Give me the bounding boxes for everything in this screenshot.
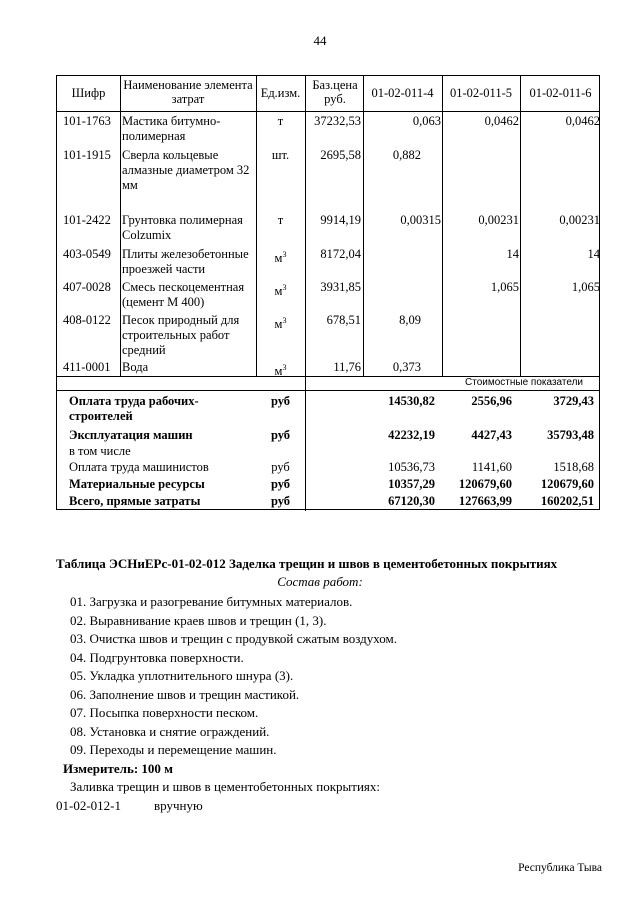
row-price: 9914,19 <box>320 213 361 227</box>
row-price: 3931,85 <box>320 280 361 294</box>
header-unit: Ед.изм. <box>260 86 301 100</box>
row-code: 101-1763 <box>63 114 111 128</box>
summary-v3: 160202,51 <box>540 494 594 508</box>
summary-unit: руб <box>270 428 291 442</box>
row-unit: $м^3$ <box>274 316 287 332</box>
summary-label: Эксплуатация машин <box>69 428 193 442</box>
summary-v1: 10357,29 <box>388 477 435 491</box>
work-item: 07. Посыпка поверхности песком. <box>70 705 259 720</box>
row-name: проезжей части <box>122 262 206 276</box>
summary-v2: 1141,60 <box>471 460 512 474</box>
row-v2: 0,00231 <box>478 213 519 227</box>
row-unit: т <box>277 213 284 227</box>
row-name: средний <box>122 343 166 357</box>
row-v1: 0,00315 <box>400 213 441 227</box>
row-code: 403-0549 <box>63 247 111 261</box>
work-item: 05. Укладка уплотнительного шнура (3). <box>70 668 294 683</box>
summary-unit: руб <box>270 394 291 408</box>
summary-label: Оплата труда рабочих- <box>69 394 199 408</box>
measure: Измеритель: 100 м <box>63 761 174 776</box>
row-name: Colzumix <box>122 228 172 242</box>
resource-table <box>56 75 600 510</box>
summary-v1: 10536,73 <box>388 460 435 474</box>
row-unit: $м^3$ <box>274 283 287 299</box>
work-item: 08. Установка и снятие ограждений. <box>70 724 270 739</box>
row-v2: 14 <box>506 247 519 261</box>
summary-unit: руб <box>271 460 290 474</box>
summary-label: в том числе <box>69 444 131 458</box>
header-col2: 01-02-011-5 <box>449 86 513 100</box>
summary-v2: 2556,96 <box>471 394 512 408</box>
row-price: 2695,58 <box>320 148 361 162</box>
row-v3: 1,065 <box>571 280 600 294</box>
row-name: строительных работ <box>122 328 230 342</box>
row-unit: т <box>277 114 284 128</box>
row-name: Сверла кольцевые <box>122 148 219 162</box>
row-v2: 1,065 <box>490 280 519 294</box>
row-name: Грунтовка полимерная <box>122 213 243 227</box>
header-col1: 01-02-011-4 <box>371 86 434 100</box>
row-name: полимерная <box>122 129 186 143</box>
row-v3: 0,0462 <box>565 114 600 128</box>
summary-unit: руб <box>270 494 291 508</box>
summary-v1: 67120,30 <box>388 494 435 508</box>
row-name: мм <box>122 178 138 192</box>
work-item: 02. Выравнивание краев швов и трещин (1, 3). <box>70 613 327 628</box>
summary-label: Материальные ресурсы <box>69 477 205 491</box>
row-divider <box>57 390 599 391</box>
row-divider <box>57 111 599 112</box>
summary-v3: 35793,48 <box>547 428 594 442</box>
header-price: Баз.цена руб. <box>312 78 358 106</box>
header-name: Наименование элемента затрат <box>123 78 253 106</box>
row-v1: 0,882 <box>392 148 421 162</box>
row-name: (цемент М 400) <box>122 295 205 309</box>
summary-v1: 42232,19 <box>388 428 435 442</box>
work-item: 03. Очистка швов и трещин с продувкой сжатым воздухом. <box>70 631 398 646</box>
row-code: 101-1915 <box>63 148 111 162</box>
row-unit: $м^3$ <box>274 363 287 379</box>
row-name: алмазные диаметром 32 <box>122 163 250 177</box>
summary-v2: 4427,43 <box>471 428 512 442</box>
row-v2: 0,0462 <box>484 114 519 128</box>
work-item: 06. Заполнение швов и трещин мастикой. <box>70 687 300 702</box>
header-code: Шифр <box>71 86 106 100</box>
row-v1: 0,063 <box>412 114 441 128</box>
row-price: 11,76 <box>333 360 361 374</box>
row-code: 411-0001 <box>63 360 111 374</box>
row-v1: 8,09 <box>399 313 421 327</box>
row-v3: 0,00231 <box>559 213 600 227</box>
row-price: 8172,04 <box>320 247 361 261</box>
footer-region: Республика Тыва <box>518 862 602 874</box>
work-item: 01. Загрузка и разогревание битумных материалов. <box>70 594 353 609</box>
page-number: 44 <box>313 33 327 48</box>
row-v1: 0,373 <box>392 360 421 374</box>
summary-label: Оплата труда машинистов <box>69 460 209 474</box>
row-code: 407-0028 <box>63 280 111 294</box>
work-item: 04. Подгрунтовка поверхности. <box>70 650 244 665</box>
summary-v3: 120679,60 <box>540 477 594 491</box>
item-code: 01-02-012-1 <box>56 798 121 813</box>
summary-v2: 127663,99 <box>458 494 512 508</box>
header-col3: 01-02-011-6 <box>529 86 592 100</box>
item-label: вручную <box>154 798 203 813</box>
summary-v2: 120679,60 <box>458 477 512 491</box>
summary-label: строителей <box>69 409 133 423</box>
row-unit: шт. <box>271 148 290 162</box>
row-unit: $м^3$ <box>274 250 287 266</box>
summary-label: Всего, прямые затраты <box>69 494 201 508</box>
row-name: Мастика битумно- <box>122 114 221 128</box>
summary-v3: 1518,68 <box>553 460 594 474</box>
summary-v1: 14530,82 <box>388 394 435 408</box>
summary-v3: 3729,43 <box>553 394 594 408</box>
row-name: Плиты железобетонные <box>122 247 249 261</box>
section-title: Таблица ЭСНиЕРс-01-02-012 Заделка трещин и швов в цементобетонных покрытиях <box>56 556 558 571</box>
col-divider <box>120 76 121 376</box>
row-v3: 14 <box>587 247 600 261</box>
row-price: 678,51 <box>326 313 361 327</box>
work-item: 09. Переходы и перемещение машин. <box>70 742 277 757</box>
row-code: 101-2422 <box>63 213 111 227</box>
row-price: 37232,53 <box>314 114 361 128</box>
row-name: Песок природный для <box>122 313 240 327</box>
work-composition-heading: Состав работ: <box>277 574 363 589</box>
description: Заливка трещин и швов в цементобетонных покрытиях: <box>70 779 380 794</box>
row-name: Вода <box>122 360 149 374</box>
row-code: 408-0122 <box>63 313 111 327</box>
summary-unit: руб <box>270 477 291 491</box>
cost-indicators-label: Стоимостные показатели <box>465 377 583 388</box>
row-name: Смесь пескоцементная <box>122 280 245 294</box>
